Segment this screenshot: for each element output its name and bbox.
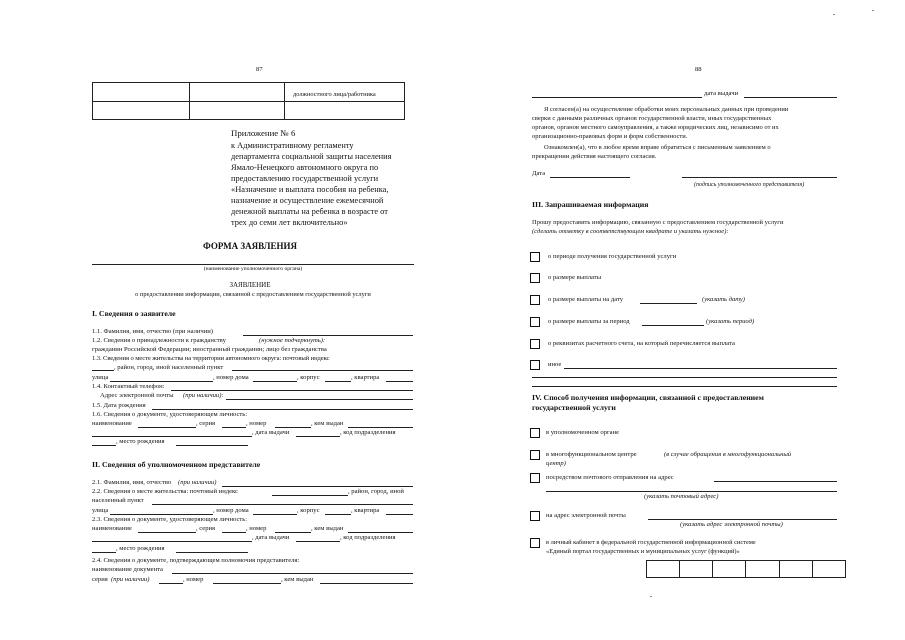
field-label: наименование: [92, 420, 132, 427]
appendix-line: к Административному регламенту: [231, 141, 354, 150]
rep-doc-issuer-field-2: [92, 541, 252, 542]
field-label: , кем выдан: [311, 525, 344, 532]
doc-code-field: [92, 445, 116, 446]
field-label: , номер: [183, 576, 204, 583]
field-label: , кем выдан: [311, 420, 344, 427]
checkbox[interactable]: [530, 339, 540, 349]
paragraph-line: сверки с данными различных органов государственной власти, иных государственных: [532, 115, 772, 122]
checkbox[interactable]: [530, 511, 540, 521]
rep-doc-date-field: [296, 541, 340, 542]
option-label: в уполномоченном органе: [546, 429, 620, 436]
authority-doc-number-field: [213, 583, 281, 584]
form-title: ФОРМА ЗАЯВЛЕНИЯ: [202, 241, 298, 251]
rep-doc-issuer-field: [348, 532, 413, 533]
option-label: на адрес электронной почты: [546, 512, 626, 519]
option-period-field: [642, 325, 704, 326]
index-field: [92, 370, 114, 371]
field-label: серия: [92, 576, 108, 583]
option-hint: (указать адрес электронной почты): [680, 521, 783, 528]
page-number: 87: [256, 66, 263, 73]
section-3-heading: III. Запрашиваемая информация: [532, 200, 649, 209]
scan-speck: [833, 14, 835, 15]
appendix-title: Приложение № 6: [231, 128, 296, 138]
issue-date-field: [744, 97, 837, 98]
rep-birthplace-field: [176, 552, 248, 553]
section-4-heading-line-2: государственной услуги: [532, 403, 616, 412]
section-3-intro: Прошу предоставить информацию, связанную с предоставлением государственной услуги: [532, 219, 784, 226]
field-label: 1.1. Фамилия, имя, отчество (при наличии): [92, 328, 213, 335]
rep-doc-number-field: [275, 532, 311, 533]
grid-cell[interactable]: [680, 561, 713, 578]
field-label: , код подразделения: [340, 534, 396, 541]
statement-title: ЗАЯВЛЕНИЕ: [229, 281, 271, 289]
paragraph-line: организационно-правовых форм и форм собственности.: [532, 133, 688, 140]
option-label: посредством почтового отправления на адрес: [546, 474, 674, 481]
table-cell: [190, 101, 285, 120]
field-label: 2.2. Сведения о месте жительства: почтовый индекс: [92, 488, 238, 495]
rep-street-field: [110, 514, 213, 515]
checkbox[interactable]: [530, 252, 540, 262]
field-label: населенный пункт: [92, 497, 144, 504]
postal-address-field-2: [546, 491, 837, 492]
field-label: наименование: [92, 525, 132, 532]
signature-caption: (подпись уполномоченного представителя): [694, 182, 805, 188]
field-label: 1.2. Сведения о принадлежности к гражданству: [92, 337, 226, 344]
doc-issuer-field: [348, 427, 413, 428]
house-field: [253, 381, 297, 382]
option-hint: (в случае обращения в многофункциональный: [664, 451, 792, 458]
code-grid: [646, 560, 846, 578]
paragraph-line: органов, органов местного самоуправления, а также юридических лиц, независимо от их: [532, 124, 779, 131]
grid-cell[interactable]: [647, 561, 680, 578]
field-label: 2.3. Сведения о документе, удостоверяющем личность:: [92, 516, 248, 523]
rep-index-field: [272, 495, 348, 496]
checkbox[interactable]: [530, 295, 540, 305]
checkbox[interactable]: [530, 538, 540, 548]
other-field: [564, 368, 837, 369]
grid-cell[interactable]: [713, 561, 746, 578]
grid-cell[interactable]: [812, 561, 845, 578]
option-label: о размере выплаты: [548, 274, 602, 281]
field-label: гражданин Российской Федерации; иностранный гражданин; лицо без гражданства: [92, 346, 327, 353]
checkbox[interactable]: [530, 273, 540, 283]
section-4-heading: IV. Способ получения информации, связанной с предоставлением: [532, 393, 764, 402]
field-label: , район, город, иной: [348, 488, 404, 495]
scan-speck: [872, 10, 874, 11]
field-hint: (нужное подчеркнуть):: [259, 337, 326, 344]
checkbox[interactable]: [530, 317, 540, 327]
issuer-continue-line: [532, 97, 702, 98]
field-label: , место рождения: [116, 438, 165, 445]
birthplace-field: [176, 445, 248, 446]
email-address-field: [648, 519, 837, 520]
phone-field: [171, 390, 413, 391]
field-label: , квартира: [351, 374, 380, 381]
doc-series-field: [222, 427, 246, 428]
field-label: , район, город, иной населенный пункт: [114, 364, 224, 371]
email-field: [226, 399, 413, 400]
field-hint: (при наличии): [111, 576, 150, 583]
street-field: [110, 381, 213, 382]
field-label: , номер: [246, 420, 267, 427]
postal-address-field: [714, 481, 837, 482]
apartment-field: [386, 381, 413, 382]
option-hint: (указать почтовый адрес): [644, 493, 719, 500]
option-label: о размере выплаты на дату: [548, 296, 624, 303]
field-label: , номер: [246, 525, 267, 532]
field-label: , дата выдачи: [252, 534, 290, 541]
section-1-heading: I. Сведения о заявителе: [92, 309, 176, 318]
field-label: Адрес электронной почты: [100, 392, 174, 399]
authority-doc-issuer-field: [320, 583, 413, 584]
field-label: 1.3. Сведения о месте жительства на территории автономного округа: почтовый индекс: [92, 355, 330, 362]
field-label: , серия: [196, 420, 216, 427]
grid-cell[interactable]: [746, 561, 779, 578]
other-field-line-3: [532, 386, 837, 387]
appendix-line: Ямало-Ненецкого автономного округа по: [231, 163, 379, 172]
page-number: 88: [695, 66, 702, 73]
checkbox[interactable]: [530, 473, 540, 483]
field-hint: (при наличии): [178, 479, 217, 486]
checkbox[interactable]: [530, 428, 540, 438]
table-cell: [93, 83, 190, 102]
signature-field: [682, 177, 837, 178]
appendix-line: департамента социальной защиты населения: [231, 152, 392, 161]
option-hint: (указать период): [706, 318, 755, 325]
field-label: улица: [92, 507, 109, 514]
doc-issuer-field-2: [92, 436, 252, 437]
appendix-line: трех до семи лет включительно»: [231, 218, 348, 227]
field-label: 2.4. Сведения о документе, подтверждающем полномочия представителя:: [92, 557, 300, 564]
fullname-field: [243, 335, 413, 336]
section-2-heading: II. Сведения об уполномоченном представителе: [92, 460, 261, 469]
checkbox[interactable]: [530, 450, 540, 460]
field-label: 1.4. Контактный телефон:: [92, 383, 165, 390]
field-label: , кем выдан: [281, 576, 314, 583]
appendix-line: «Назначение и выплата пособия на ребенка,: [231, 185, 389, 194]
appendix-line: назначение и осуществление ежемесячной: [231, 196, 384, 205]
rep-house-field: [253, 514, 297, 515]
table-cell: [93, 101, 190, 120]
rep-doc-name-field: [138, 532, 196, 533]
field-label: 1.6. Сведения о документе, удостоверяющем личность:: [92, 411, 248, 418]
right-page: [452, 0, 905, 640]
field-label: , номер дома: [213, 507, 249, 514]
left-page: [0, 0, 452, 640]
doc-number-field: [275, 427, 311, 428]
table-cell: [285, 101, 405, 120]
field-label: , квартира: [351, 507, 380, 514]
rep-block-field: [325, 514, 351, 515]
rep-doc-code-field: [92, 552, 116, 553]
rep-fullname-field: [222, 486, 413, 487]
authority-doc-name-field: [172, 573, 413, 574]
paragraph-line: Ознакомлен(а), что в любое время вправе обратиться с письменным заявлением о: [544, 144, 771, 151]
rep-locality-field: [152, 504, 413, 505]
table-cell: должностного лица/работника: [285, 83, 405, 102]
paragraph-line: прекращении действия настоящего согласия.: [532, 153, 657, 160]
doc-date-field: [296, 436, 340, 437]
field-label: , код подразделения: [340, 429, 396, 436]
block-field: [325, 381, 351, 382]
option-hint: центр): [546, 460, 566, 467]
field-label: , место рождения: [116, 545, 165, 552]
date-field: [550, 177, 630, 178]
field-label: , номер дома: [213, 374, 249, 381]
option-label: иное: [548, 361, 562, 368]
field-label: , серия: [196, 525, 216, 532]
statement-subtitle: о предоставлении информации, связанной с предоставлением государственной услуги: [135, 291, 371, 298]
doc-name-field: [138, 427, 196, 428]
option-label: в личный кабинет в федеральной государственной информационной системе: [546, 539, 756, 546]
rep-doc-series-field: [222, 532, 246, 533]
option-label: о реквизитах расчетного счета, на который перечисляется выплата: [548, 340, 735, 347]
field-label: , дата выдачи: [252, 429, 290, 436]
field-hint: (при наличии):: [183, 392, 224, 399]
field-label: улица: [92, 374, 109, 381]
top-table: [92, 82, 405, 120]
other-field-line-2: [532, 377, 837, 378]
option-hint: (указать дату): [702, 296, 745, 303]
table-cell: [190, 83, 285, 102]
organ-caption: (наименование уполномоченного органа): [203, 266, 303, 272]
authority-doc-series-field: [159, 583, 183, 584]
option-label: «Единый портал государственных и муниципальных услуг (функций)»: [546, 548, 740, 555]
scan-speck: [650, 596, 652, 597]
option-label: в многофункциональном центре: [546, 451, 637, 458]
checkbox[interactable]: [530, 360, 540, 370]
option-date-field: [640, 303, 697, 304]
appendix-line: предоставлению государственной услуги: [231, 174, 379, 183]
date-label: Дата: [532, 170, 546, 177]
field-label: дата выдачи: [704, 90, 739, 97]
option-label: о размере выплаты за период: [548, 318, 630, 325]
locality-field: [232, 370, 413, 371]
grid-cell[interactable]: [779, 561, 812, 578]
section-3-intro-hint: (сделать отметку в соответствующем квадрате и указать нужное):: [532, 228, 729, 235]
field-label: 2.1. Фамилия, имя, отчество: [92, 479, 172, 486]
field-label: , корпус: [297, 507, 320, 514]
paragraph-line: Я согласен(а) на осуществление обработки моих персональных данных при проведении: [544, 106, 789, 113]
option-label: о периоде получения государственной услуги: [548, 253, 677, 260]
field-label: наименование документа: [92, 566, 163, 573]
rep-apartment-field: [386, 514, 413, 515]
field-label: 1.5. Дата рождения: [92, 402, 146, 409]
birthdate-field: [152, 409, 413, 410]
appendix-line: денежной выплаты на ребенка в возрасте от: [231, 207, 388, 216]
field-label: , корпус: [297, 374, 320, 381]
